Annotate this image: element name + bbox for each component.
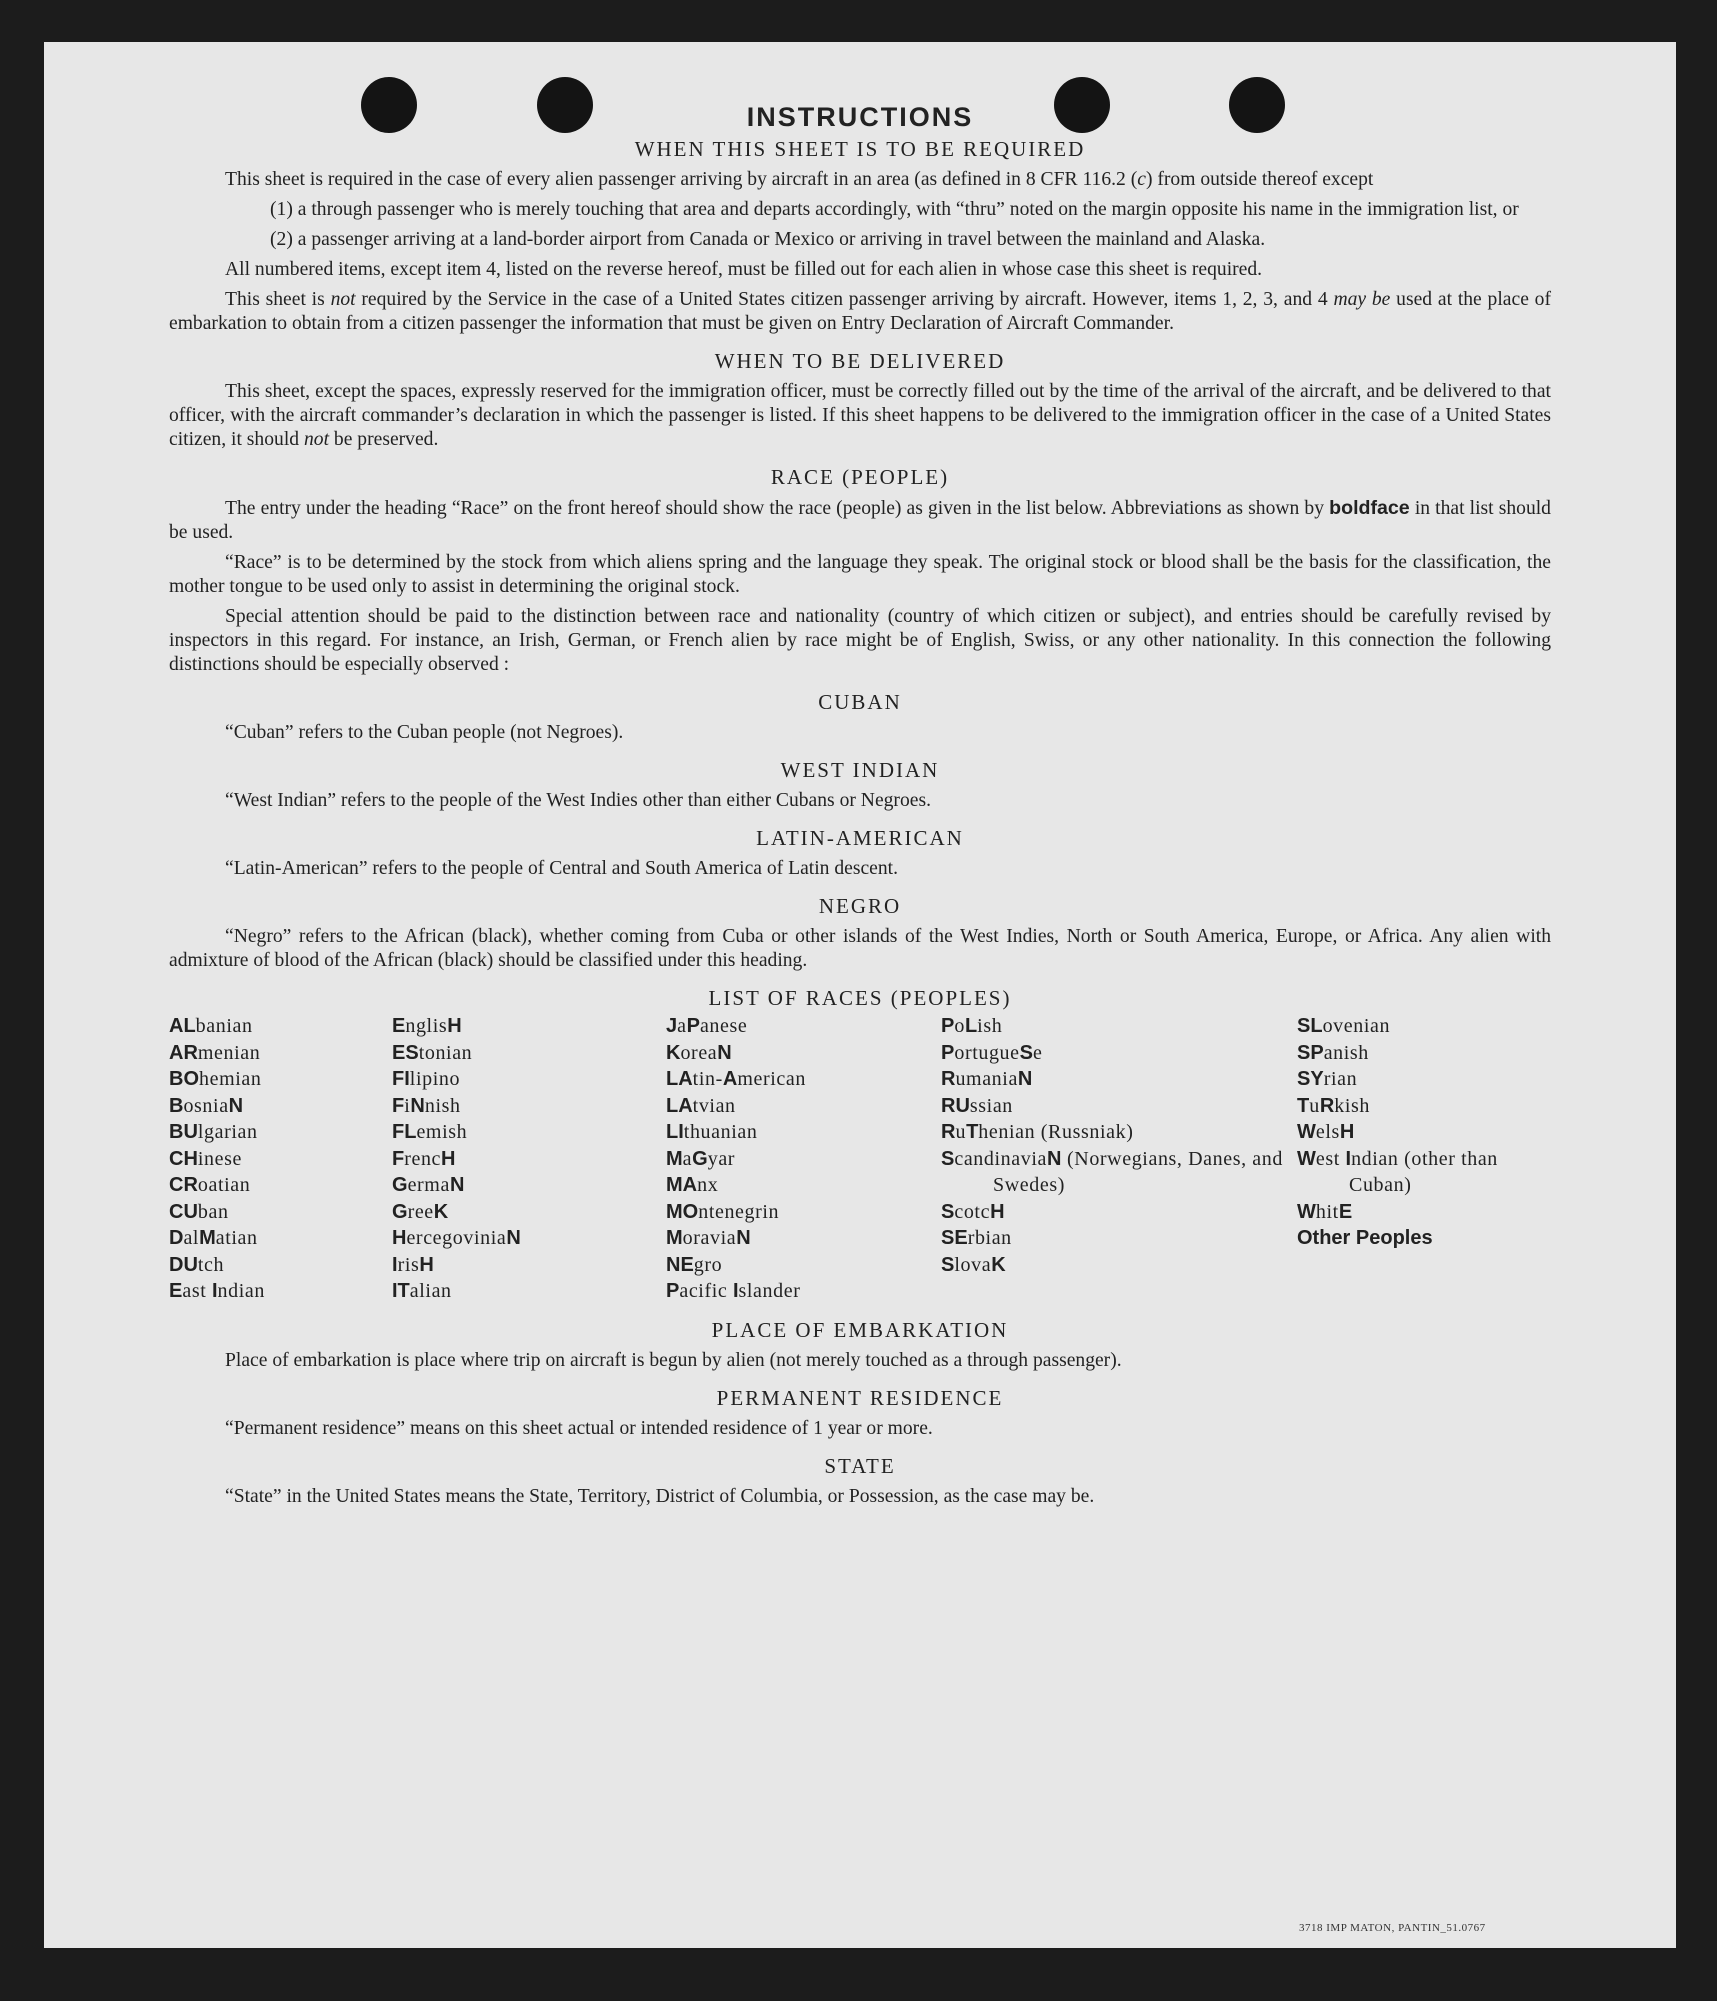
section-heading: WHEN TO BE DELIVERED bbox=[714, 349, 1006, 373]
race-entry: JaPanese bbox=[666, 1015, 748, 1037]
race-entry: SlovaK bbox=[941, 1253, 1006, 1276]
race-entry: FLemish bbox=[392, 1121, 468, 1143]
paragraph: This sheet, except the spaces, expressly reserved for the immigration officer, must be correctly filled out by the time of the arrival of the aircraft, and be delivered to that officer, with the aircraft commander’s declaration in which the passenger is listed. If this sheet happens to be delivered to the immigration officer in the case of a United States citizen, it should not be preserved. bbox=[169, 381, 1551, 450]
race-entry: MOntenegrin bbox=[666, 1200, 780, 1223]
race-entry: GermaN bbox=[392, 1174, 465, 1196]
definition: “Negro” refers to the African (black), whether coming from Cuba or other islands of the West Indies, North or South America, Europe, or Africa. Any alien with admixture of blood of the African (black) should be classified under this heading. bbox=[169, 926, 1551, 971]
race-entry: RuThenian (Russniak) bbox=[941, 1121, 1134, 1143]
section-heading: WEST INDIAN bbox=[780, 758, 940, 782]
race-entry: WhitE bbox=[1297, 1200, 1353, 1223]
paragraph: The entry under the heading “Race” on the front hereof should show the race (people) as given in the list below. Abbreviations as shown by boldface in that list should be used. bbox=[169, 497, 1551, 543]
race-entry: KoreaN bbox=[666, 1041, 732, 1064]
race-entry: NEgro bbox=[666, 1253, 723, 1276]
page-title: INSTRUCTIONS bbox=[746, 102, 974, 132]
race-entry: ALbanian bbox=[169, 1015, 253, 1037]
race-entry: Other Peoples bbox=[1297, 1227, 1433, 1249]
race-entry: CHinese bbox=[169, 1147, 242, 1170]
race-entry: ITalian bbox=[392, 1280, 452, 1302]
race-entry: LAtin-American bbox=[666, 1068, 806, 1090]
race-entry: GreeK bbox=[392, 1200, 449, 1223]
definition: “Latin-American” refers to the people of Central and South America of Latin descent. bbox=[225, 858, 898, 879]
race-entry: RumaniaN bbox=[941, 1068, 1033, 1090]
race-entry: PoLish bbox=[941, 1015, 1003, 1037]
race-column bbox=[169, 1013, 392, 1305]
race-entry: MoraviaN bbox=[666, 1227, 751, 1249]
race-entry: FIlipino bbox=[392, 1068, 461, 1090]
race-column bbox=[392, 1013, 666, 1305]
race-entry: LAtvian bbox=[666, 1094, 736, 1117]
race-entry: SLovenian bbox=[1297, 1015, 1391, 1037]
definition: Place of embarkation is place where trip on aircraft is begun by alien (not merely touched as a through passenger). bbox=[225, 1349, 1122, 1371]
definition: “West Indian” refers to the people of the West Indies other than either Cubans or Negroes. bbox=[225, 790, 931, 811]
race-entry: ARmenian bbox=[169, 1041, 261, 1064]
race-entry: FrencH bbox=[392, 1147, 456, 1170]
section-heading: LATIN-AMERICAN bbox=[756, 826, 964, 850]
exception-item: (1) a through passenger who is merely touching that area and departs accordingly, with “thru” noted on the margin opposite his name in the immigration list, or bbox=[270, 199, 1519, 220]
paragraph: All numbered items, except item 4, listed on the reverse hereof, must be filled out for each alien in whose case this sheet is required. bbox=[225, 259, 1263, 280]
race-entry: SPanish bbox=[1297, 1041, 1369, 1064]
race-column bbox=[1297, 1013, 1551, 1305]
paragraph: This sheet is not required by the Service in the case of a United States citizen passenger arriving by aircraft. However, items 1, 2, 3, and 4 may be used at the place of embarkation to obtain from a citizen passenger the information that must be given on Entry Declaration of Aircraft Commander. bbox=[169, 289, 1552, 334]
definition: “Cuban” refers to the Cuban people (not Negroes). bbox=[225, 722, 624, 743]
race-entry: BUlgarian bbox=[169, 1121, 258, 1143]
section-heading: LIST OF RACES (PEOPLES) bbox=[708, 986, 1012, 1010]
race-entry: West Indian (other than Cuban) bbox=[1297, 1147, 1498, 1196]
race-entry: ScotcH bbox=[941, 1200, 1005, 1223]
race-list bbox=[169, 1013, 1551, 1305]
exception-item: (2) a passenger arriving at a land-border airport from Canada or Mexico or arriving in travel between the mainland and Alaska. bbox=[270, 229, 1266, 250]
race-entry: DalMatian bbox=[169, 1227, 258, 1249]
race-entry: SYrian bbox=[1297, 1068, 1358, 1090]
paragraph: This sheet is required in the case of every alien passenger arriving by aircraft in an area (as defined in 8 CFR 116.2 (c) from outside thereof except bbox=[225, 169, 1374, 190]
race-entry: East Indian bbox=[169, 1280, 265, 1302]
paragraph: “Race” is to be determined by the stock from which aliens spring and the language they speak. The original stock or blood shall be the basis for the classification, the mother tongue to be used only to assist in determining the original stock. bbox=[169, 552, 1551, 597]
race-entry: HercegoviniaN bbox=[392, 1227, 521, 1249]
section-heading: NEGRO bbox=[818, 894, 902, 918]
race-entry: CRoatian bbox=[169, 1174, 251, 1196]
race-entry: BosniaN bbox=[169, 1094, 244, 1117]
race-entry: EStonian bbox=[392, 1041, 473, 1064]
race-entry: CUban bbox=[169, 1200, 229, 1223]
race-column bbox=[941, 1013, 1297, 1305]
definition: “State” in the United States means the State, Territory, District of Columbia, or Possession, as the case may be. bbox=[225, 1485, 1095, 1507]
race-entry: MaGyar bbox=[666, 1147, 736, 1170]
race-entry: RUssian bbox=[941, 1094, 1013, 1117]
instructions-document bbox=[169, 102, 1551, 1515]
race-column bbox=[666, 1013, 941, 1305]
section-heading: PLACE OF EMBARKATION bbox=[711, 1317, 1009, 1342]
paragraph: Special attention should be paid to the distinction between race and nationality (country of which citizen or subject), and entries should be carefully revised by inspectors in this regard. For instance, an Irish, German, or French alien by race might be of English, Swiss, or any other nationality. In this connection the following distinctions should be especially observed : bbox=[169, 606, 1551, 675]
race-entry: SErbian bbox=[941, 1227, 1012, 1249]
race-entry: ScandinaviaN (Norwegians, Danes, and Swedes) bbox=[941, 1147, 1283, 1196]
section-heading: WHEN THIS SHEET IS TO BE REQUIRED bbox=[634, 137, 1086, 161]
race-entry: IrisH bbox=[392, 1253, 434, 1276]
race-entry: FiNnish bbox=[392, 1094, 461, 1117]
race-entry: WelsH bbox=[1297, 1121, 1355, 1143]
section-heading: PERMANENT RESIDENCE bbox=[716, 1385, 1004, 1410]
race-entry: MAnx bbox=[666, 1174, 719, 1196]
definition: “Permanent residence” means on this sheet actual or intended residence of 1 year or more. bbox=[225, 1417, 933, 1439]
document-sheet bbox=[44, 42, 1676, 1948]
section-heading: RACE (PEOPLE) bbox=[770, 465, 950, 489]
race-entry: LIthuanian bbox=[666, 1121, 758, 1143]
race-entry: PortugueSe bbox=[941, 1041, 1043, 1064]
race-entry: BOhemian bbox=[169, 1068, 262, 1090]
section-heading: STATE bbox=[824, 1453, 896, 1478]
race-entry: DUtch bbox=[169, 1253, 225, 1276]
race-entry: Pacific Islander bbox=[666, 1280, 801, 1302]
race-entry: TuRkish bbox=[1297, 1094, 1371, 1117]
race-entry: EnglisH bbox=[392, 1015, 462, 1037]
printer-imprint: 3718 IMP MATON, PANTIN_51.0767 bbox=[1299, 1922, 1486, 1934]
section-heading: CUBAN bbox=[818, 690, 902, 714]
